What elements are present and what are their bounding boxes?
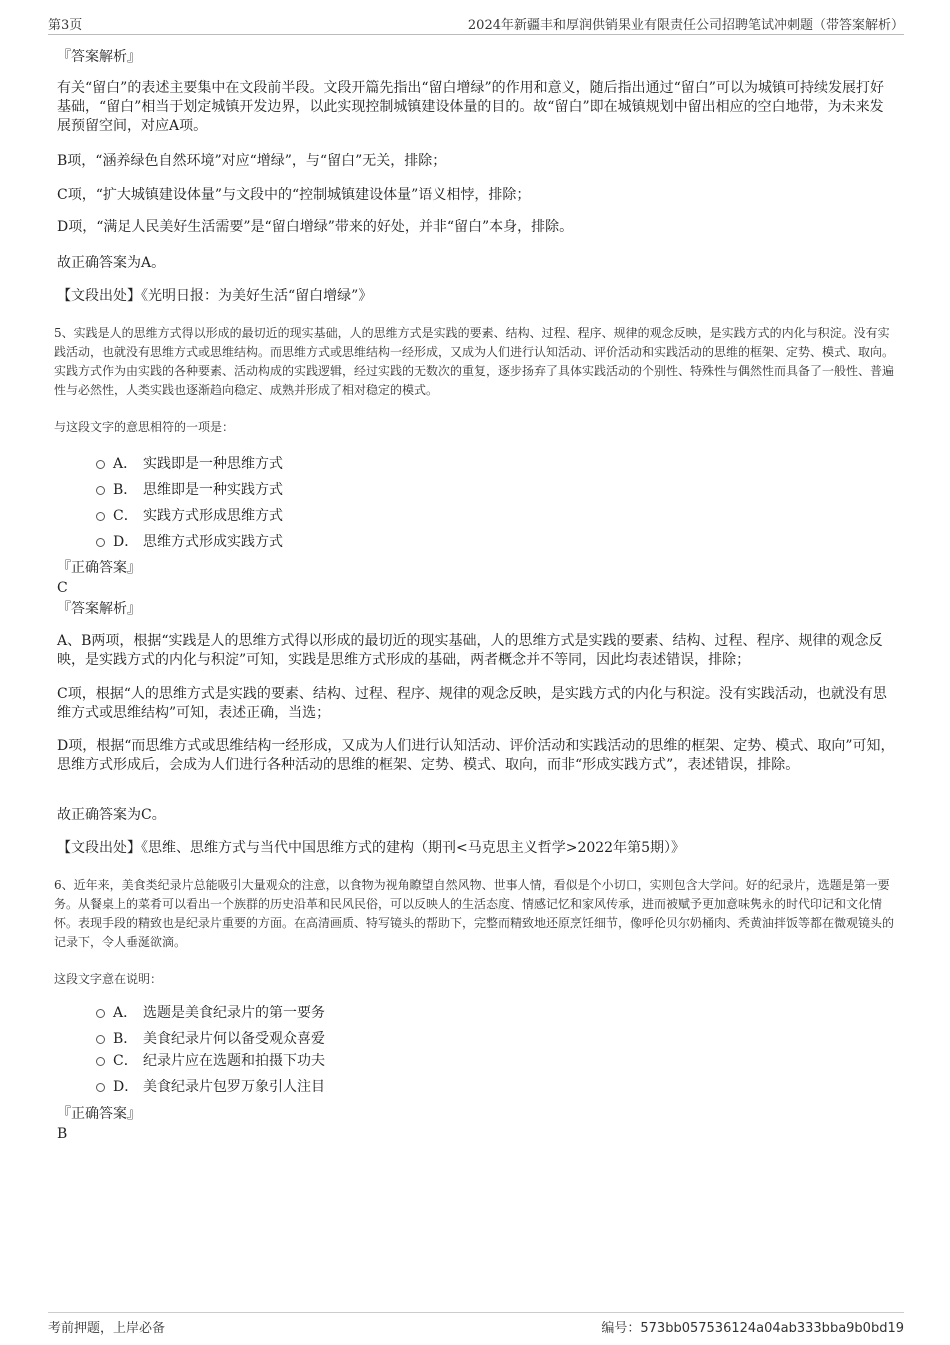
q5-analysis-ab: A、B两项，根据“实践是人的思维方式得以形成的最切近的现实基础，人的思维方式是实践的要素、结构、过程、程序、规律的观念反映，是实践方式的内化与积淀”可知，实践是思维方式形成的基础，两者概念并不等同，因此均表述错误，排除； — [57, 633, 883, 668]
page-footer — [48, 1312, 904, 1338]
q5-analysis-c: C项，根据“人的思维方式是实践的要素、结构、过程、程序、规律的观念反映，是实践方式的内化与积淀。没有实践活动，也就没有思维方式或思维结构”可知，表述正确，当选； — [57, 686, 887, 721]
radio-icon[interactable] — [96, 1083, 105, 1092]
radio-icon[interactable] — [96, 538, 105, 547]
q6-stem: 6、近年来，美食类纪录片总能吸引大量观众的注意，以食物为视角瞭望自然风物、世事人情，看似是个小切口，实则包含大学问。好的纪录片，选题是第一要务。从餐桌上的菜肴可以看出一个族群的历史沿革和民风民俗，可以反映人的生活态度、情感记忆和家风传承，进而被赋予更加意味隽永的时代印记和文化情怀。表现手段的精致也是纪录片重要的方面。在高清画质、特写镜头的帮助下，完整而精致地还原烹饪细节，像呼伦贝尔奶桶肉、秃黄油拌饭等都在微观镜头的记录下，令人垂涎欲滴。 — [54, 878, 895, 949]
document-code: 编号：573bb057536124a04ab333bba9b0bd19 — [601, 1321, 904, 1336]
q4-conclusion: 故正确答案为A。 — [57, 255, 166, 271]
page-header — [48, 14, 904, 35]
q5-option-a[interactable]: A． 实践即是一种思维方式 — [96, 454, 283, 474]
radio-icon[interactable] — [96, 1035, 105, 1044]
q5-option-d[interactable]: D． 思维方式形成实践方式 — [96, 532, 283, 552]
q4-analysis-d: D项，“满足人民美好生活需要”是“留白增绿”带来的好处，并非“留白”本身，排除。 — [57, 219, 574, 235]
document-title: 2024年新疆丰和厚润供销果业有限责任公司招聘笔试冲刺题（带答案解析） — [467, 18, 904, 33]
q5-option-b[interactable]: B． 思维即是一种实践方式 — [96, 480, 283, 500]
q5-question: 与这段文字的意思相符的一项是： — [54, 420, 235, 434]
radio-icon[interactable] — [96, 1009, 105, 1018]
q6-option-b[interactable]: B． 美食纪录片何以备受观众喜爱 — [96, 1029, 325, 1049]
q4-source: 【文段出处】《光明日报：为美好生活“留白增绿”》 — [57, 288, 373, 304]
q4-analysis-label: 『答案解析』 — [57, 49, 141, 65]
q4-analysis-b: B项，“涵养绿色自然环境”对应“增绿”，与“留白”无关，排除； — [57, 153, 447, 169]
radio-icon[interactable] — [96, 512, 105, 521]
q5-answer: C — [57, 580, 68, 596]
q4-analysis-p1: 有关“留白”的表述主要集中在文段前半段。文段开篇先指出“留白增绿”的作用和意义，随后指出通过“留白”可以为城镇可持续发展打好基础，“留白”相当于划定城镇开发边界，以此实现控制城镇建设体量的目的。故“留白”即在城镇规划中留出相应的空白地带，为未来发展预留空间，对应A项。 — [57, 80, 884, 134]
q5-option-c[interactable]: C． 实践方式形成思维方式 — [96, 506, 283, 526]
q5-stem: 5、实践是人的思维方式得以形成的最切近的现实基础，人的思维方式是实践的要素、结构、过程、程序、规律的观念反映，是实践方式的内化与积淀。没有实践活动，也就没有思维方式或思维结构。而思维方式或思维结构一经形成，又成为人们进行认知活动、评价活动和实践活动的思维的框架、定势、模式、取向。实践方式作为由实践的各种要素、活动构成的实践逻辑，经过实践的无数次的重复，逐步扬弃了具体实践活动的个别性、特殊性与偶然性而具备了一般性、普遍性与必然性，人类实践也逐渐趋向稳定、成熟并形成了相对稳定的模式。 — [54, 326, 895, 397]
footer-slogan: 考前押题，上岸必备 — [48, 1321, 166, 1336]
q6-question: 这段文字意在说明： — [54, 972, 163, 986]
q4-analysis-c: C项，“扩大城镇建设体量”与文段中的“控制城镇建设体量”语义相悖，排除； — [57, 187, 531, 203]
q5-analysis-label: 『答案解析』 — [57, 601, 141, 617]
q5-analysis-d: D项，根据“而思维方式或思维结构一经形成，又成为人们进行认知活动、评价活动和实践活动的思维的框架、定势、模式、取向”可知，思维方式形成后，会成为人们进行各种活动的思维的框架、定势、模式、取向，而非“形成实践方式”，表述错误，排除。 — [57, 738, 895, 773]
radio-icon[interactable] — [96, 460, 105, 469]
radio-icon[interactable] — [96, 486, 105, 495]
q5-conclusion: 故正确答案为C。 — [57, 807, 166, 823]
q6-answer: B — [57, 1126, 68, 1142]
q6-option-a[interactable]: A． 选题是美食纪录片的第一要务 — [96, 1003, 325, 1023]
radio-icon[interactable] — [96, 1057, 105, 1066]
q5-answer-label: 『正确答案』 — [57, 560, 141, 576]
q6-answer-label: 『正确答案』 — [57, 1106, 141, 1122]
q6-option-d[interactable]: D． 美食纪录片包罗万象引人注目 — [96, 1077, 325, 1097]
q5-source: 【文段出处】《思维、思维方式与当代中国思维方式的建构（期刊<马克思主义哲学>2022年第5期）》 — [57, 840, 685, 856]
q6-option-c[interactable]: C． 纪录片应在选题和拍摄下功夫 — [96, 1051, 325, 1071]
page-number: 第3页 — [48, 18, 83, 33]
